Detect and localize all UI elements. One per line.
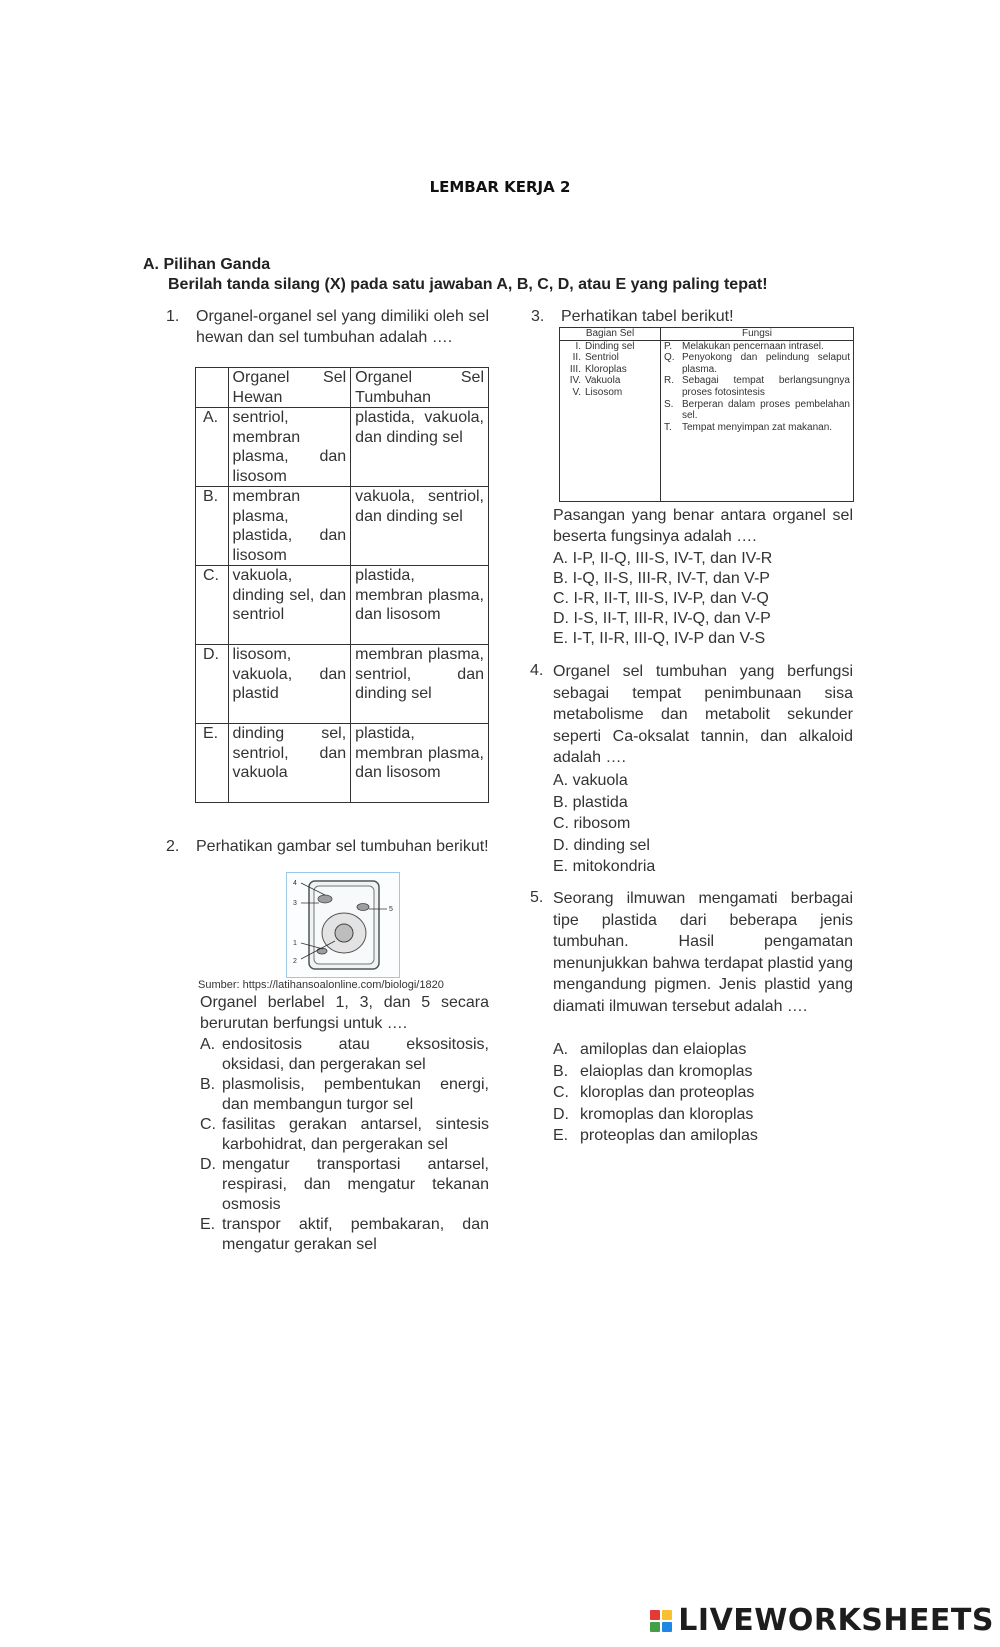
option-letter: B. [553, 793, 569, 811]
table-row [196, 408, 489, 487]
option-item[interactable] [553, 589, 853, 609]
option-text: endositosis atau eksositosis, oksidasi, dan pergerakan sel [222, 1036, 489, 1073]
option-item[interactable] [553, 1039, 853, 1061]
q4-options [553, 770, 853, 878]
part-item: II. Sentriol [572, 352, 619, 364]
option-item[interactable] [200, 1035, 489, 1075]
row-letter[interactable]: E. [196, 724, 229, 803]
option-item[interactable] [553, 569, 853, 589]
cell-tumbuhan: plastida, membran plasma, dan lisosom [351, 566, 489, 645]
figure-label: 5 [389, 906, 393, 913]
option-text: I-S, II-T, III-R, IV-Q, dan V-P [573, 610, 771, 627]
figure-label: 4 [293, 880, 297, 887]
part-item: V. Lisosom [572, 386, 623, 398]
option-text: proteoplas dan amiloplas [580, 1127, 758, 1145]
option-letter: A. [553, 772, 569, 789]
option-text: I-Q, II-S, III-R, IV-T, dan V-P [572, 570, 770, 587]
option-letter: A. [553, 1041, 569, 1058]
cell-tumbuhan: vakuola, sentriol, dan dinding sel [351, 487, 489, 566]
q1-table [195, 367, 489, 803]
q1-text: Organel-organel sel yang dimiliki oleh sel hewan dan sel tumbuhan adalah …. [196, 308, 489, 346]
figure-label: 2 [293, 958, 297, 965]
q2-question: Organel berlabel 1, 3, dan 5 secara berurutan berfungsi untuk …. [200, 994, 489, 1032]
row-letter[interactable]: A. [196, 408, 229, 487]
q2-text: Perhatikan gambar sel tumbuhan berikut! [196, 838, 489, 855]
q2-number: 2. [166, 838, 180, 855]
table-header: Organel Sel Hewan [228, 368, 351, 408]
option-item[interactable] [553, 813, 853, 835]
logo-square [650, 1610, 660, 1620]
option-text: plasmolisis, pembentukan energi, dan membangun turgor sel [222, 1076, 489, 1113]
q5-number: 5. [530, 889, 544, 906]
option-item[interactable] [200, 1155, 489, 1215]
cell-tumbuhan: membran plasma, sentriol, dan dinding sel [351, 645, 489, 724]
option-item[interactable] [553, 609, 853, 629]
logo-mark-icon [650, 1610, 672, 1632]
plant-cell-figure [286, 872, 400, 978]
table-header: Bagian Sel [560, 328, 661, 341]
option-letter: C. [553, 1084, 569, 1102]
option-item[interactable] [553, 835, 853, 857]
cell-hewan: vakuola, dinding sel, dan sentriol [228, 566, 351, 645]
option-text: kromoplas dan kloroplas [580, 1105, 754, 1123]
option-item[interactable] [200, 1215, 489, 1255]
q3-text: Perhatikan tabel berikut! [561, 308, 734, 325]
option-text: amiloplas dan elaioplas [580, 1041, 747, 1058]
table-header: Fungsi [661, 328, 854, 341]
parts-column [560, 340, 661, 501]
part-item: I. Dinding sel [575, 340, 635, 352]
table-row [196, 566, 489, 645]
function-item: P. Melakukan pencernaan intrasel. [664, 340, 824, 352]
option-text: fasilitas gerakan antarsel, sintesis karbohidrat, dan pergerakan sel [222, 1116, 489, 1153]
logo-square [662, 1610, 672, 1620]
table-row [196, 645, 489, 724]
option-item[interactable] [553, 1104, 853, 1126]
option-text: transpor aktif, pembakaran, dan mengatur gerakan sel [222, 1216, 489, 1253]
option-letter: E. [553, 858, 569, 876]
row-letter[interactable]: D. [196, 645, 229, 724]
option-letter: A. [200, 1036, 216, 1053]
option-letter: C. [553, 815, 569, 833]
cell-tumbuhan: plastida, vakuola, dan dinding sel [351, 408, 489, 487]
logo-square [662, 1622, 672, 1632]
option-item[interactable] [553, 1125, 853, 1147]
figure-label: 3 [293, 900, 297, 907]
row-letter[interactable]: C. [196, 566, 229, 645]
cell-hewan: dinding sel, sentriol, dan vakuola [228, 724, 351, 803]
table-header: Organel Sel Tumbuhan [351, 368, 489, 408]
cell-hewan: lisosom, vakuola, dan plastid [228, 645, 351, 724]
table-row [196, 724, 489, 803]
logo-text: LIVEWORKSHEETS [678, 1603, 994, 1638]
q3-question: Pasangan yang benar antara organel sel beserta fungsinya adalah …. [553, 507, 853, 545]
functions-column [661, 340, 854, 501]
q5-options [553, 1039, 853, 1147]
table-header-row [196, 368, 489, 408]
option-item[interactable] [200, 1115, 489, 1155]
option-text: elaioplas dan kromoplas [580, 1062, 753, 1080]
option-item[interactable] [200, 1075, 489, 1115]
option-text: mengatur transportasi antarsel, respirasi, dan mengatur tekanan osmosis [222, 1156, 489, 1213]
q3-options [553, 549, 853, 649]
section-title: A. Pilihan Ganda [143, 256, 271, 273]
option-item[interactable] [553, 792, 853, 814]
table-row [196, 487, 489, 566]
q2-options [200, 1035, 489, 1255]
function-item: T. Tempat menyimpan zat makanan. [664, 421, 833, 433]
option-letter: E. [553, 1127, 569, 1145]
option-text: kloroplas dan proteoplas [580, 1084, 755, 1102]
figure-label: 1 [293, 940, 297, 947]
option-text: dinding sel [573, 836, 650, 854]
option-letter: D. [553, 610, 569, 627]
option-item[interactable] [553, 770, 853, 792]
option-letter: B. [553, 570, 569, 587]
option-item[interactable] [553, 1061, 853, 1083]
option-letter: D. [553, 1105, 569, 1123]
function-item: Q. Penyokong dan pelindung selaput plasma. [664, 352, 850, 375]
option-text: mitokondria [572, 858, 656, 876]
option-text: I-R, II-T, III-S, IV-P, dan V-Q [573, 590, 769, 607]
option-letter: A. [553, 550, 569, 567]
option-letter: C. [200, 1116, 216, 1133]
cell-tumbuhan: plastida, membran plasma, dan lisosom [351, 724, 489, 803]
option-letter: E. [553, 630, 569, 647]
option-letter: E. [200, 1216, 216, 1233]
section-instruction: Berilah tanda silang (X) pada satu jawaban A, B, C, D, atau E yang paling tepat! [168, 276, 768, 293]
function-item: R. Sebagai tempat berlangsungnya proses fotosintesis [664, 375, 850, 398]
plant-cell-diagram [287, 873, 399, 977]
q1-number: 1. [166, 308, 180, 325]
row-letter[interactable]: B. [196, 487, 229, 566]
option-text: plastida [572, 793, 628, 811]
worksheet-title: LEMBAR KERJA 2 [429, 178, 571, 196]
part-item: III. Kloroplas [569, 363, 627, 375]
option-item[interactable] [553, 629, 853, 649]
option-item[interactable] [553, 1082, 853, 1104]
cell-hewan: membran plasma, plastida, dan lisosom [228, 487, 351, 566]
function-item: S. Berperan dalam proses pembelahan sel. [664, 398, 850, 422]
liveworksheets-logo[interactable] [650, 1603, 994, 1638]
option-text: I-T, II-R, III-Q, IV-P dan V-S [572, 630, 766, 647]
option-text: vakuola [572, 772, 628, 789]
q5-text: Seorang ilmuwan mengamati berbagai tipe plastida dari beberapa jenis tumbuhan. Hasil pengamatan menunjukkan bahwa terdapat plastid yang mengandung pigmen. Jenis plastid yang diamati ilmuwan tersebut adalah …. [553, 890, 853, 1015]
option-item[interactable] [553, 549, 853, 569]
option-letter: B. [553, 1062, 569, 1080]
logo-square [650, 1622, 660, 1632]
q4-number: 4. [530, 662, 544, 679]
figure-source: Sumber: https://latihansoalonline.com/biologi/1820 [198, 979, 444, 991]
option-text: I-P, II-Q, III-S, IV-T, dan IV-R [572, 550, 773, 567]
option-letter: B. [200, 1076, 216, 1093]
option-letter: D. [553, 836, 569, 854]
table-cell [196, 368, 229, 408]
option-letter: D. [200, 1156, 216, 1173]
part-item: IV. Vakuola [569, 375, 621, 387]
option-item[interactable] [553, 856, 853, 878]
q3-table [559, 327, 854, 502]
option-letter: C. [553, 590, 569, 607]
q4-text: Organel sel tumbuhan yang berfungsi sebagai tempat penimbunaan sisa metabolisme dan metabolit sekunder seperti Ca-oksalat tannin, dan alkaloid adalah …. [553, 663, 853, 767]
cell-hewan: sentriol, membran plasma, dan lisosom [228, 408, 351, 487]
option-text: ribosom [573, 815, 631, 833]
q3-number: 3. [531, 308, 545, 325]
